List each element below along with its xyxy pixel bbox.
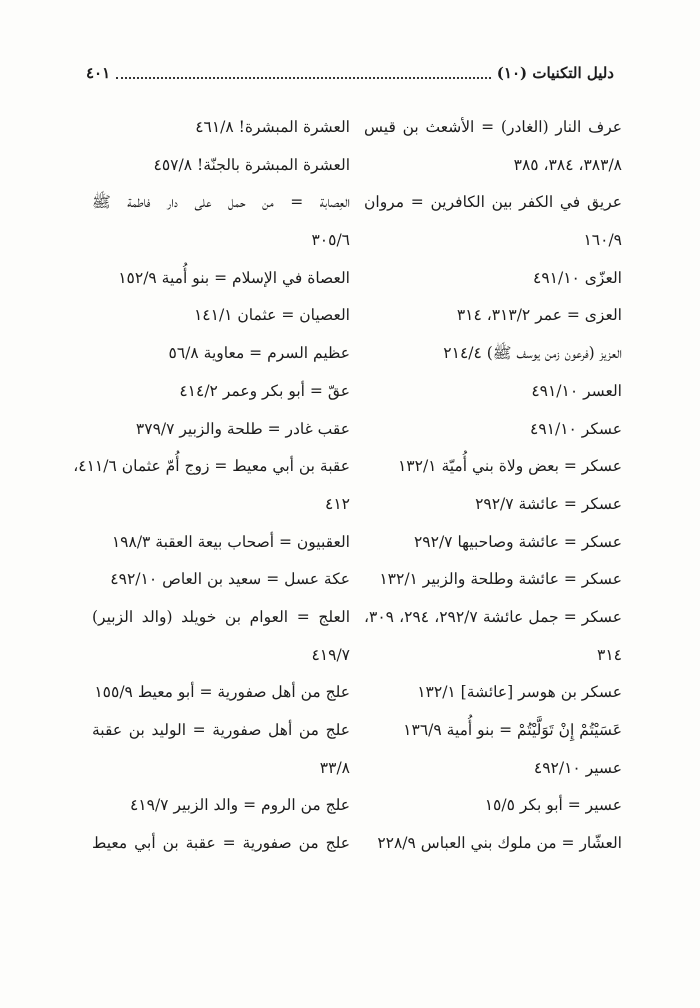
index-entry: ٣٠٥/٦: [311, 231, 350, 250]
index-entry: عظيم السرم = معاوية ٥٦/٨: [168, 344, 350, 363]
header-dot-leader: [116, 76, 491, 79]
index-entry: عرف النار (الغادر) = الأشعث بن قيس: [364, 118, 622, 136]
index-entry: عسكر = عائشة وصاحبيها ٢٩٢/٧: [413, 532, 622, 551]
index-entry: العزى = عمر ٣١٣/٢، ٣١٤: [456, 306, 622, 325]
index-entry: علج من صفورية = عقبة بن أبي معيط: [92, 834, 350, 853]
index-entry: عقب غادر = طلحة والزبير ٣٧٩/٧: [135, 419, 350, 438]
index-entry: العشّار = من ملوك بني العباس ٢٢٨/٩: [377, 834, 622, 853]
index-entry: العِصابة = من حمل على دار فاطمة ﷺ: [92, 193, 350, 212]
index-entry: العشرة المبشرة بالجنّة! ٤٥٧/٨: [153, 155, 350, 174]
index-entry: ٤١٢: [325, 494, 350, 513]
right-column: [364, 109, 622, 863]
index-entry: عسكر بن هوسر [عائشة] ١٣٢/١: [417, 683, 622, 702]
index-entry: عقبة بن أبي معيط = زوج أُمّ عثمان ٤١١/٦،: [73, 457, 350, 476]
index-entry: العشرة المبشرة! ٤٦١/٨: [195, 118, 350, 136]
index-entry: ٣١٤: [597, 645, 622, 664]
index-entry: عريق في الكفر بين الكافرين = مروان: [364, 193, 622, 212]
index-entry: علج من الروم = والد الزبير ٤١٩/٧: [129, 796, 350, 815]
index-entry: ٣٣/٨: [319, 758, 350, 777]
index-entry: عسير ٤٩٢/١٠: [533, 758, 622, 777]
index-entry: ١٦٠/٩: [583, 231, 622, 250]
index-entry: عسير = أبو بكر ١٥/٥: [484, 796, 622, 815]
index-entry: ٣٨٣/٨، ٣٨٤، ٣٨٥: [513, 155, 622, 174]
index-entry: ٤١٩/٧: [311, 645, 350, 664]
index-entry: علج من أهل صفورية = الوليد بن عقبة: [92, 721, 350, 739]
index-entry: العزّى ٤٩١/١٠: [533, 268, 622, 287]
index-entry: عَسَيْتُمْ إِنْ تَوَلَّيْتُمْ = بنو أُمية ١٣٦/٩: [403, 721, 622, 739]
header-title: دليل التكنيات (١٠): [496, 64, 614, 82]
index-entry: عسكر ٤٩١/١٠: [530, 419, 622, 438]
index-entry: عقّ = أبو بكر وعمر ٤١٤/٢: [179, 381, 350, 400]
index-entry: العزيز (فرعون زمن يوسف ﷺ) ٢١٤/٤: [443, 344, 622, 363]
index-entry: علج من أهل صفورية = أبو معيط ١٥٥/٩: [94, 683, 350, 702]
index-entry: العقبيون = أصحاب بيعة العقبة ١٩٨/٣: [111, 532, 350, 551]
page-number: ٤٠١: [86, 64, 111, 82]
index-entry: العسر ٤٩١/١٠: [531, 381, 622, 400]
index-entry: عسكر = جمل عائشة ٢٩٢/٧، ٢٩٤، ٣٠٩،: [364, 607, 622, 626]
index-entry: عكة عسل = سعيد بن العاص ٤٩٢/١٠: [110, 570, 350, 589]
index-entry: العصاة في الإسلام = بنو أُمية ١٥٢/٩: [118, 268, 350, 287]
index-entry: عسكر = بعض ولاة بني أُميّة ١٣٢/١: [397, 457, 622, 476]
running-header: [86, 58, 614, 88]
index-entry: العصيان = عثمان ١٤١/١: [193, 306, 350, 325]
index-entry: عسكر = عائشة وطلحة والزبير ١٣٢/١: [379, 570, 622, 589]
index-entry: عسكر = عائشة ٢٩٢/٧: [475, 494, 622, 513]
left-column: [73, 109, 350, 863]
index-entry: العلج = العوام بن خويلد (والد الزبير): [92, 607, 350, 626]
